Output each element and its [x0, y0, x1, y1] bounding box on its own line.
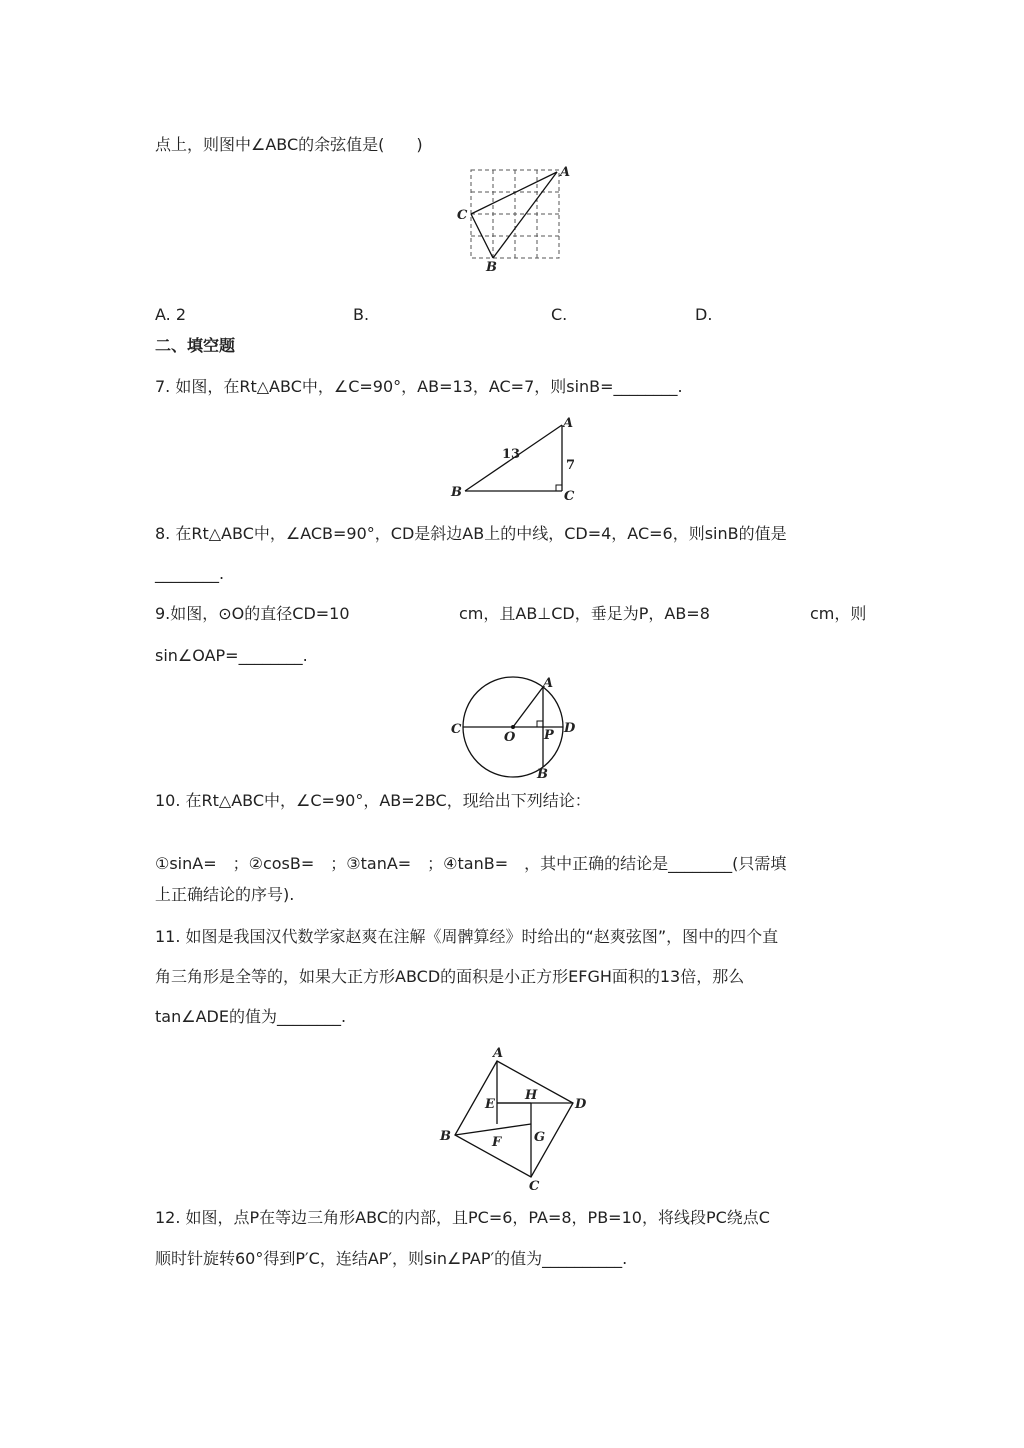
q6-option-c: C. [551, 305, 568, 324]
q12-line2: 顺时针旋转60°得到P′C，连结AP′，则sin∠PAP′的值为__________. [155, 1249, 628, 1268]
q6-grid-figure [450, 160, 580, 280]
q8-line1: 8. 在Rt△ABC中，∠ACB=90°，CD是斜边AB上的中线，CD=4，AC=6，则sinB的值是 [155, 524, 787, 543]
q10-line2: ①sinA= ；②cosB= ；③tanA= ；④tanB= ，其中正确的结论是________(只需填 [155, 854, 787, 873]
q11-label-c: C [529, 1179, 540, 1194]
q6-option-d: D. [695, 305, 713, 324]
q9-line1-c: cm，则 [810, 604, 867, 623]
q7-label-c: C [564, 489, 575, 504]
q9-label-p: P [544, 728, 554, 743]
q11-label-g: G [534, 1130, 546, 1145]
section-title: 二、填空题 [155, 336, 236, 355]
q11-label-d: D [575, 1097, 587, 1112]
q9-line1-b: cm，且AB⊥CD，垂足为P，AB=8 [459, 604, 710, 623]
q6-label-a: A [560, 165, 571, 180]
q11-line1: 11. 如图是我国汉代数学家赵爽在注解《周髀算经》时给出的“赵爽弦图”，图中的四个直 [155, 927, 779, 946]
q7-triangle-figure [445, 412, 585, 507]
q11-label-a: A [493, 1046, 504, 1061]
q11-label-e: E [485, 1097, 495, 1112]
q7-label-ab: 13 [502, 447, 521, 462]
q11-label-f: F [492, 1135, 502, 1150]
q8-line2: ________. [155, 564, 225, 583]
q9-label-c: C [451, 722, 462, 737]
q9-circle-figure [440, 674, 590, 784]
q10-line3: 上正确结论的序号). [155, 885, 295, 904]
q11-label-h: H [525, 1088, 538, 1103]
q7-label-ac: 7 [566, 458, 576, 473]
q9-line1-a: 9.如图，⊙O的直径CD=10 [155, 604, 350, 623]
q7-label-a: A [563, 416, 574, 431]
q9-label-d: D [564, 721, 576, 736]
q6-stem: 点上，则图中∠ABC的余弦值是( ) [155, 135, 423, 154]
q9-label-o: O [504, 730, 516, 745]
q11-line2: 角三角形是全等的，如果大正方形ABCD的面积是小正方形EFGH面积的13倍，那么 [155, 967, 745, 986]
q11-zhao-shuang-figure [430, 1042, 600, 1192]
q9-label-a: A [543, 676, 554, 691]
q7-label-b: B [451, 485, 462, 500]
q9-line2: sin∠OAP=________. [155, 646, 308, 665]
q6-label-c: C [457, 208, 468, 223]
q9-label-b: B [537, 767, 548, 782]
q11-line3: tan∠ADE的值为________. [155, 1007, 347, 1026]
q6-option-a: A. 2 [155, 305, 187, 324]
q10-line1: 10. 在Rt△ABC中，∠C=90°，AB=2BC，现给出下列结论： [155, 791, 591, 810]
q11-label-b: B [440, 1129, 451, 1144]
q6-label-b: B [486, 260, 497, 275]
q12-line1: 12. 如图，点P在等边三角形ABC的内部，且PC=6，PA=8，PB=10，将线段PC绕点C [155, 1208, 770, 1227]
q7-text: 7. 如图，在Rt△ABC中，∠C=90°，AB=13，AC=7，则sinB=________. [155, 377, 683, 396]
q6-option-b: B. [353, 305, 370, 324]
